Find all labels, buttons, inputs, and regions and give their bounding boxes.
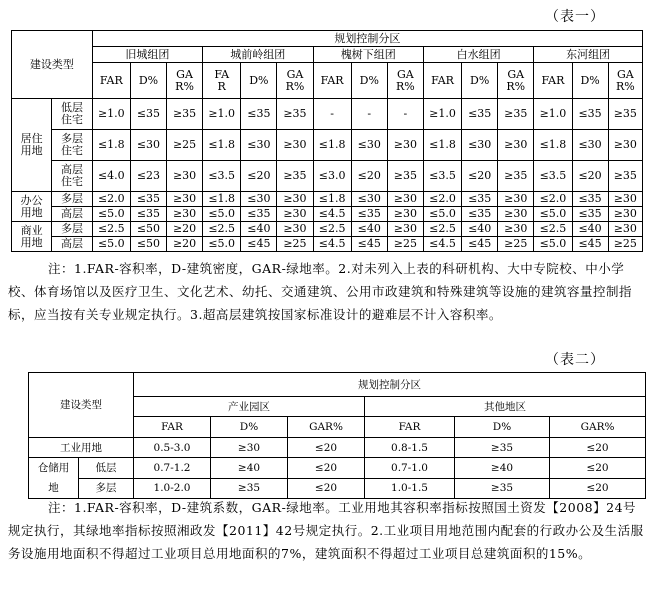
zone-header: 规划控制分区 (92, 31, 642, 47)
table-cell: ≥30 (167, 192, 203, 207)
table-cell: ≤30 (241, 130, 277, 161)
table-cell: ≤1.8 (423, 130, 461, 161)
metric-header: GAR% (277, 63, 313, 99)
table-cell: ≥25 (387, 237, 423, 252)
table-cell: ≥30 (277, 207, 313, 222)
table-cell: ≤35 (572, 99, 608, 130)
table-cell: ≥25 (498, 237, 534, 252)
table-cell: ≤5.0 (92, 237, 130, 252)
table-cell: ≤35 (572, 192, 608, 207)
table-cell: ≥30 (498, 222, 534, 237)
group-header: 产业园区 (134, 397, 365, 417)
metric-header: FAR (313, 63, 351, 99)
category-storage (29, 458, 79, 499)
table-cell: 0.7-1.0 (365, 458, 455, 479)
table-cell: ≤35 (130, 99, 166, 130)
row-subtype: 多层 (79, 478, 134, 499)
table-cell: ≥35 (211, 478, 288, 499)
metric-header: GAR% (608, 63, 642, 99)
table-cell: ≤1.8 (534, 130, 572, 161)
table-cell: ≥30 (608, 207, 642, 222)
table-cell: ≥35 (455, 438, 550, 458)
table-cell: ≤30 (130, 130, 166, 161)
table-cell: ≤35 (130, 207, 166, 222)
category-industrial: 工业用地 (29, 438, 134, 458)
metric-header: D% (455, 417, 550, 438)
table-cell: ≤20 (462, 161, 498, 192)
table-cell: 1.0-1.5 (365, 478, 455, 499)
category-office: 办公用地 (12, 192, 52, 222)
table-cell: ≤4.0 (92, 161, 130, 192)
table-cell: ≤5.0 (203, 237, 241, 252)
table-cell: ≤45 (351, 237, 387, 252)
table-cell: ≤2.5 (203, 222, 241, 237)
table-cell: ≤23 (130, 161, 166, 192)
table-cell: ≥25 (608, 237, 642, 252)
table-cell: ≤35 (130, 192, 166, 207)
table-cell: ≤20 (288, 478, 365, 499)
table-cell: ≥30 (387, 130, 423, 161)
table-cell: 0.7-1.2 (134, 458, 211, 479)
table-cell: ≤2.5 (534, 222, 572, 237)
type-header: 建设类型 (29, 373, 134, 438)
group-header: 旧城组团 (92, 47, 202, 63)
table-cell: ≤40 (351, 222, 387, 237)
metric-header: FA R (203, 63, 241, 99)
table-cell: ≥35 (498, 99, 534, 130)
table-cell: ≥20 (167, 237, 203, 252)
table-cell: ≥30 (608, 192, 642, 207)
table-cell: ≤2.0 (534, 192, 572, 207)
table-cell: - (351, 99, 387, 130)
table-cell: ≤1.8 (92, 130, 130, 161)
table-cell: 0.8-1.5 (365, 438, 455, 458)
table-cell: ≤45 (572, 237, 608, 252)
table-cell: ≤20 (351, 161, 387, 192)
table-cell: ≤4.5 (313, 207, 351, 222)
table-cell: ≤20 (550, 478, 646, 499)
metric-header: GAR% (167, 63, 203, 99)
table-cell: 0.5-3.0 (134, 438, 211, 458)
table-cell: ≥30 (167, 207, 203, 222)
zone-header: 规划控制分区 (134, 373, 646, 397)
metric-header: FAR (423, 63, 461, 99)
table-cell: ≥25 (277, 237, 313, 252)
table-cell: ≤30 (351, 192, 387, 207)
table-cell: ≤1.8 (313, 130, 351, 161)
table-cell: ≥30 (498, 207, 534, 222)
table-cell: ≤5.0 (534, 237, 572, 252)
metric-header: GAR% (288, 417, 365, 438)
table-cell: ≥40 (455, 458, 550, 479)
table-cell: ≤20 (572, 161, 608, 192)
table-cell: - (313, 99, 351, 130)
table-cell: ≥1.0 (203, 99, 241, 130)
metric-header: D% (351, 63, 387, 99)
row-subtype: 低层 (79, 458, 134, 479)
category-storage-line2: 地 (48, 482, 59, 494)
table-cell: ≤1.8 (203, 130, 241, 161)
table-cell: ≤5.0 (423, 207, 461, 222)
table1 (11, 30, 643, 252)
category-residential: 居住用地 (12, 99, 52, 192)
table-cell: ≥40 (211, 458, 288, 479)
table1-note: 注：1.FAR-容积率，D-建筑密度，GAR-绿地率。2.对未列入上表的科研机构、大中专院校、中小学校、体育场馆以及医疗卫生、文化艺术、幼托、交通建筑、公用市政建筑和特殊建筑等设施的建筑容量控制指标，应当按有关专业规定执行。3.超高层建筑按国家标准设计的避难层不计入容积率。 (8, 261, 633, 322)
table-cell: ≤40 (462, 222, 498, 237)
row-subtype: 低层住宅 (52, 99, 92, 130)
table-cell: ≥30 (167, 161, 203, 192)
table2-note: 注：1.FAR-容积率，D-建筑系数，GAR-绿地率。工业用地其容积率指标按照国土资发【2008】24号规定执行，其绿地率指标按照湘政发【2011】42号规定执行。2.工业项目用地范围内配套的行政办公及生活服务设施用地面积不得超过工业项目总用地面积的7%，建筑面积不得超过工业项目总建筑面积的15%。 (8, 500, 644, 561)
metric-header: FAR (365, 417, 455, 438)
category-storage-line1: 仓储用 (37, 462, 70, 474)
table-cell: ≤3.5 (423, 161, 461, 192)
table-cell: ≤3.0 (313, 161, 351, 192)
table-cell: ≥35 (608, 161, 642, 192)
table-cell: ≥25 (167, 130, 203, 161)
table-cell: ≤35 (462, 192, 498, 207)
table2-caption: （表二） (545, 352, 605, 368)
table-cell: ≤1.8 (203, 192, 241, 207)
table-cell: ≥35 (277, 99, 313, 130)
table-cell: ≤3.5 (534, 161, 572, 192)
table-cell: ≤45 (241, 237, 277, 252)
table-cell: ≥30 (387, 222, 423, 237)
metric-header: FAR (92, 63, 130, 99)
table-cell: ≤2.5 (423, 222, 461, 237)
table-cell: ≥30 (608, 222, 642, 237)
table-cell: ≤40 (241, 222, 277, 237)
table-cell: ≤30 (572, 130, 608, 161)
table-cell: ≤20 (288, 458, 365, 479)
table-cell: ≥30 (277, 222, 313, 237)
table-cell: ≤20 (241, 161, 277, 192)
table-cell: 1.0-2.0 (134, 478, 211, 499)
table-cell: ≤1.8 (313, 192, 351, 207)
metric-header: D% (241, 63, 277, 99)
table-cell: ≥30 (608, 130, 642, 161)
metric-header: FAR (534, 63, 572, 99)
table2 (28, 372, 646, 499)
table-cell: ≤5.0 (92, 207, 130, 222)
type-header: 建设类型 (12, 31, 93, 99)
table-cell: - (387, 99, 423, 130)
group-header: 槐树下组团 (313, 47, 423, 63)
table-cell: ≤2.0 (423, 192, 461, 207)
table-cell: ≥35 (608, 99, 642, 130)
table-cell: ≤2.0 (92, 192, 130, 207)
table-cell: ≥30 (277, 192, 313, 207)
category-commercial: 商业用地 (12, 222, 52, 252)
metric-header: D% (572, 63, 608, 99)
metric-header: FAR (134, 417, 211, 438)
table-cell: ≥30 (387, 207, 423, 222)
table-cell: ≥20 (167, 222, 203, 237)
table-cell: ≥1.0 (92, 99, 130, 130)
group-header: 其他地区 (365, 397, 646, 417)
table-cell: ≤35 (351, 207, 387, 222)
table-cell: ≥35 (387, 161, 423, 192)
row-subtype: 高层住宅 (52, 161, 92, 192)
table-cell: ≤35 (462, 99, 498, 130)
table-cell: ≤4.5 (423, 237, 461, 252)
table-cell: ≤35 (241, 99, 277, 130)
table-cell: ≥35 (277, 161, 313, 192)
table-cell: ≤20 (550, 458, 646, 479)
table-cell: ≤30 (351, 130, 387, 161)
table-cell: ≤20 (550, 438, 646, 458)
row-subtype: 多层住宅 (52, 130, 92, 161)
metric-header: D% (211, 417, 288, 438)
table-cell: ≥30 (498, 130, 534, 161)
table-cell: ≤50 (130, 222, 166, 237)
table-cell: ≤2.5 (313, 222, 351, 237)
table-cell: ≥1.0 (534, 99, 572, 130)
table-cell: ≤3.5 (203, 161, 241, 192)
table-cell: ≥35 (498, 161, 534, 192)
table-cell: ≤35 (572, 207, 608, 222)
table-cell: ≥1.0 (423, 99, 461, 130)
table-cell: ≤4.5 (313, 237, 351, 252)
table-cell: ≤30 (462, 130, 498, 161)
metric-header: D% (130, 63, 166, 99)
metric-header: D% (462, 63, 498, 99)
group-header: 东河组团 (534, 47, 643, 63)
group-header: 白水组团 (423, 47, 533, 63)
group-header: 城前岭组团 (203, 47, 313, 63)
metric-header: GAR% (387, 63, 423, 99)
metric-header: GAR% (550, 417, 646, 438)
table-cell: ≥30 (277, 130, 313, 161)
table-cell: ≤35 (241, 207, 277, 222)
table-cell: ≥35 (167, 99, 203, 130)
table-cell: ≤20 (288, 438, 365, 458)
table-cell: ≤35 (462, 207, 498, 222)
row-subtype: 多层 (52, 192, 92, 207)
table-cell: ≤5.0 (203, 207, 241, 222)
row-subtype: 多层 (52, 222, 92, 237)
table-cell: ≤50 (130, 237, 166, 252)
table-cell: ≤30 (241, 192, 277, 207)
table-cell: ≤2.5 (92, 222, 130, 237)
table-cell: ≥30 (387, 192, 423, 207)
metric-header: GAR% (498, 63, 534, 99)
table-cell: ≥35 (455, 478, 550, 499)
table-cell: ≥30 (211, 438, 288, 458)
row-subtype: 高层 (52, 207, 92, 222)
table-cell: ≤40 (572, 222, 608, 237)
table-cell: ≤45 (462, 237, 498, 252)
row-subtype: 高层 (52, 237, 92, 252)
table-cell: ≥30 (498, 192, 534, 207)
table1-caption: （表一） (545, 9, 605, 25)
table-cell: ≤5.0 (534, 207, 572, 222)
